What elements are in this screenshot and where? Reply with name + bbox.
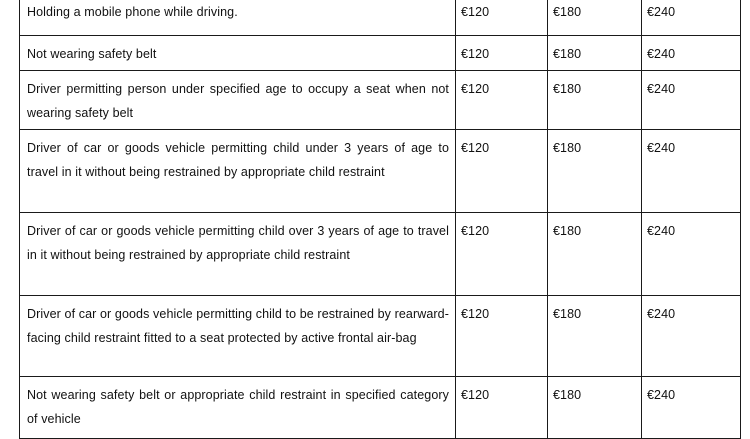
fine-second-cell: €180 (548, 296, 642, 377)
fine-third-cell: €240 (642, 36, 741, 71)
fine-third-cell: €240 (642, 0, 741, 36)
fine-third-cell: €240 (642, 296, 741, 377)
fine-first-cell: €120 (456, 377, 548, 439)
offence-cell: Not wearing safety belt (20, 36, 456, 71)
table-row (20, 213, 741, 296)
fine-second-cell: €180 (548, 377, 642, 439)
fine-first-cell: €120 (456, 36, 548, 71)
offence-cell: Driver permitting person under specified age to occupy a seat when not wearing safety belt (20, 71, 456, 130)
fine-second-cell: €180 (548, 213, 642, 296)
table-row (20, 36, 741, 71)
fine-first-cell: €120 (456, 130, 548, 213)
fine-third-cell: €240 (642, 130, 741, 213)
fine-first-cell: €120 (456, 296, 548, 377)
offence-cell: Driver of car or goods vehicle permitting child to be restrained by rearward-facing child restraint fitted to a seat protected by active frontal air-bag (20, 296, 456, 377)
fine-first-cell: €120 (456, 0, 548, 36)
table-row (20, 0, 741, 36)
penalty-table (19, 0, 741, 439)
table-row (20, 130, 741, 213)
offence-cell: Driver of car or goods vehicle permitting child under 3 years of age to travel in it without being restrained by appropriate child restraint (20, 130, 456, 213)
offence-cell: Not wearing safety belt or appropriate child restraint in specified category of vehicle (20, 377, 456, 439)
fine-second-cell: €180 (548, 71, 642, 130)
fine-third-cell: €240 (642, 71, 741, 130)
fine-second-cell: €180 (548, 130, 642, 213)
table-row (20, 71, 741, 130)
table-row (20, 296, 741, 377)
offence-cell: Driver of car or goods vehicle permitting child over 3 years of age to travel in it without being restrained by appropriate child restraint (20, 213, 456, 296)
fine-third-cell: €240 (642, 377, 741, 439)
fine-third-cell: €240 (642, 213, 741, 296)
fine-first-cell: €120 (456, 71, 548, 130)
offence-cell: Holding a mobile phone while driving. (20, 0, 456, 36)
fine-second-cell: €180 (548, 0, 642, 36)
table-row (20, 377, 741, 439)
fine-second-cell: €180 (548, 36, 642, 71)
fine-first-cell: €120 (456, 213, 548, 296)
